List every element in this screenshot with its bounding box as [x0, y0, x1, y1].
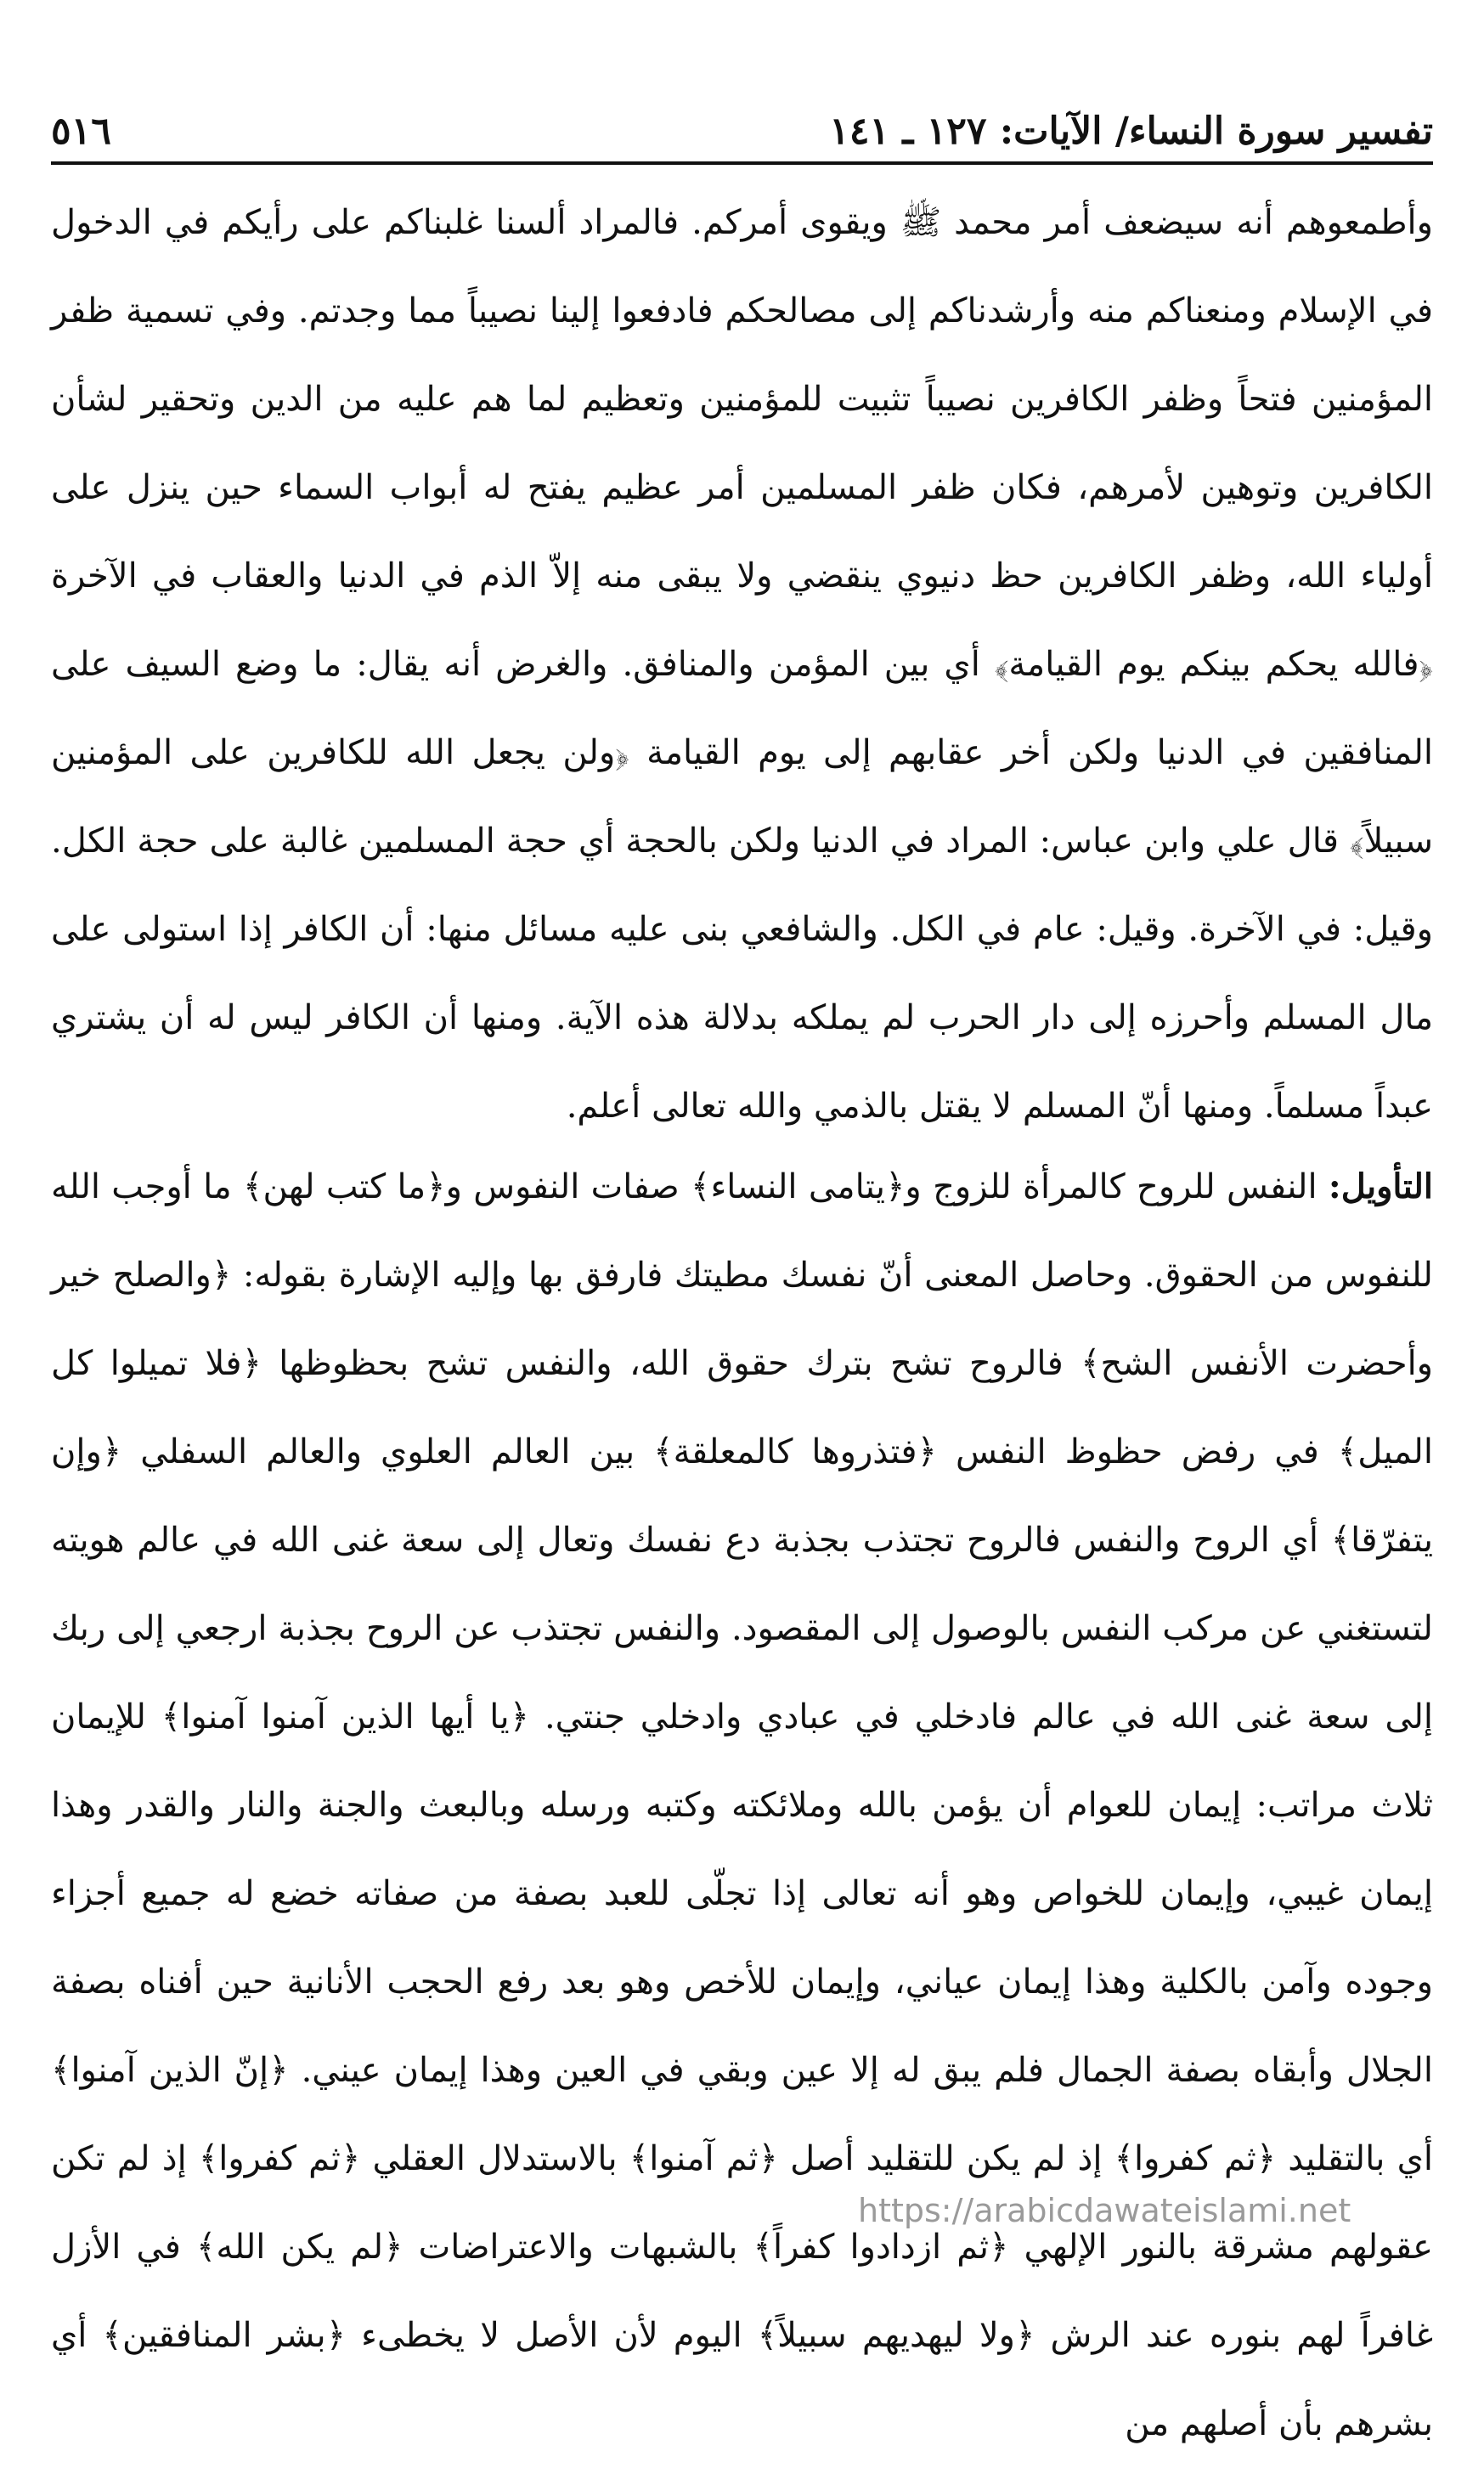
section-heading-tawil: التأويل: [1328, 1166, 1433, 1206]
paragraph-tawil-text: النفس للروح كالمرأة للزوج و﴿يتامى النساء﴾ صفات النفوس و﴿ما كتب لهن﴾ ما أوجب الله للنفوس من الحقوق. وحاصل المعنى أنّ نفسك مطيتك فارفق بها وإليه الإشارة بقوله: ﴿والصلح خير وأحضرت الأنفس الشح﴾ فالروح تشح بترك حقوق الله، والنفس تشح بحظوظها ﴿فلا تميلوا كل الميل﴾ في رفض حظوظ النفس ﴿فتذروها كالمعلقة﴾ بين العالم العلوي والعالم السفلي ﴿وإن يتفرّقا﴾ أي الروح والنفس فالروح تجتذب بجذبة دع نفسك وتعال إلى سعة غنى الله في عالم هويته لتستغني عن مركب النفس بالوصول إلى المقصود. والنفس تجتذب عن الروح بجذبة ارجعي إلى ربك إلى سعة غنى الله في عالم فادخلي في عبادي وادخلي جنتي. ﴿يا أيها الذين آمنوا آمنوا﴾ للإيمان ثلاث مراتب: إيمان للعوام أن يؤمن بالله وملائكته وكتبه ورسله وبالبعث والجنة والنار والقدر وهذا إيمان غيبي، وإيمان للخواص وهو أنه تعالى إذا تجلّى للعبد بصفة من صفاته خضع له جميع أجزاء وجوده وآمن بالكلية وهذا إيمان عياني، وإيمان للأخص وهو بعد رفع الحجب الأنانية حين أفناه بصفة الجلال وأبقاه بصفة الجمال فلم يبق له إلا عين وبقي في العين وهذا إيمان عيني. ﴿إنّ الذين آمنوا﴾ أي بالتقليد ﴿ثم كفروا﴾ إذ لم يكن للتقليد أصل ﴿ثم آمنوا﴾ بالاستدلال العقلي ﴿ثم كفروا﴾ إذ لم تكن عقولهم مشرقة بالنور الإلهي ﴿ثم ازدادوا كفراً﴾ بالشبهات والاعتراضات ﴿لم يكن الله﴾ في الأزل غافراً لهم بنوره عند الرش ﴿ولا ليهديهم سبيلاً﴾ اليوم لأن الأصل لا يخطىء ﴿بشر المنافقين﴾ أي بشرهم بأن أصلهم من [51, 1167, 1434, 2443]
header-divider [51, 161, 1433, 165]
page-number: ٥١٦ [51, 110, 111, 153]
page-header [51, 93, 1433, 153]
watermark-url: https://arabicdawateislami.net [858, 2192, 1351, 2229]
running-title: تفسير سورة النساء/ الآيات: ١٢٧ ـ ١٤١ [829, 110, 1433, 153]
paragraph-commentary: وأطمعوهم أنه سيضعف أمر محمد ﷺ ويقوى أمركم. فالمراد ألسنا غلبناكم على رأيكم في الدخول في الإسلام ومنعناكم منه وأرشدناكم إلى مصالحكم فادفعوا إلينا نصيباً مما وجدتم. وفي تسمية ظفر المؤمنين فتحاً وظفر الكافرين نصيباً تثبيت للمؤمنين وتعظيم لما هم عليه من الدين وتحقير لشأن الكافرين وتوهين لأمرهم، فكان ظفر المسلمين أمر عظيم يفتح له أبواب السماء حين ينزل على أولياء الله، وظفر الكافرين حظ دنيوي ينقضي ولا يبقى منه إلاّ الذم في الدنيا والعقاب في الآخرة ﴿فالله يحكم بينكم يوم القيامة﴾ أي بين المؤمن والمنافق. والغرض أنه يقال: ما وضع السيف على المنافقين في الدنيا ولكن أخر عقابهم إلى يوم القيامة ﴿ولن يجعل الله للكافرين على المؤمنين سبيلاً﴾ قال علي وابن عباس: المراد في الدنيا ولكن بالحجة أي حجة المسلمين غالبة على حجة الكل. وقيل: في الآخرة. وقيل: عام في الكل. والشافعي بنى عليه مسائل منها: أن الكافر إذا استولى على مال المسلم وأحرزه إلى دار الحرب لم يملكه بدلالة هذه الآية. ومنها أن الكافر ليس له أن يشتري عبداً مسلماً. ومنها أنّ المسلم لا يقتل بالذمي والله تعالى أعلم. [51, 203, 1434, 1126]
